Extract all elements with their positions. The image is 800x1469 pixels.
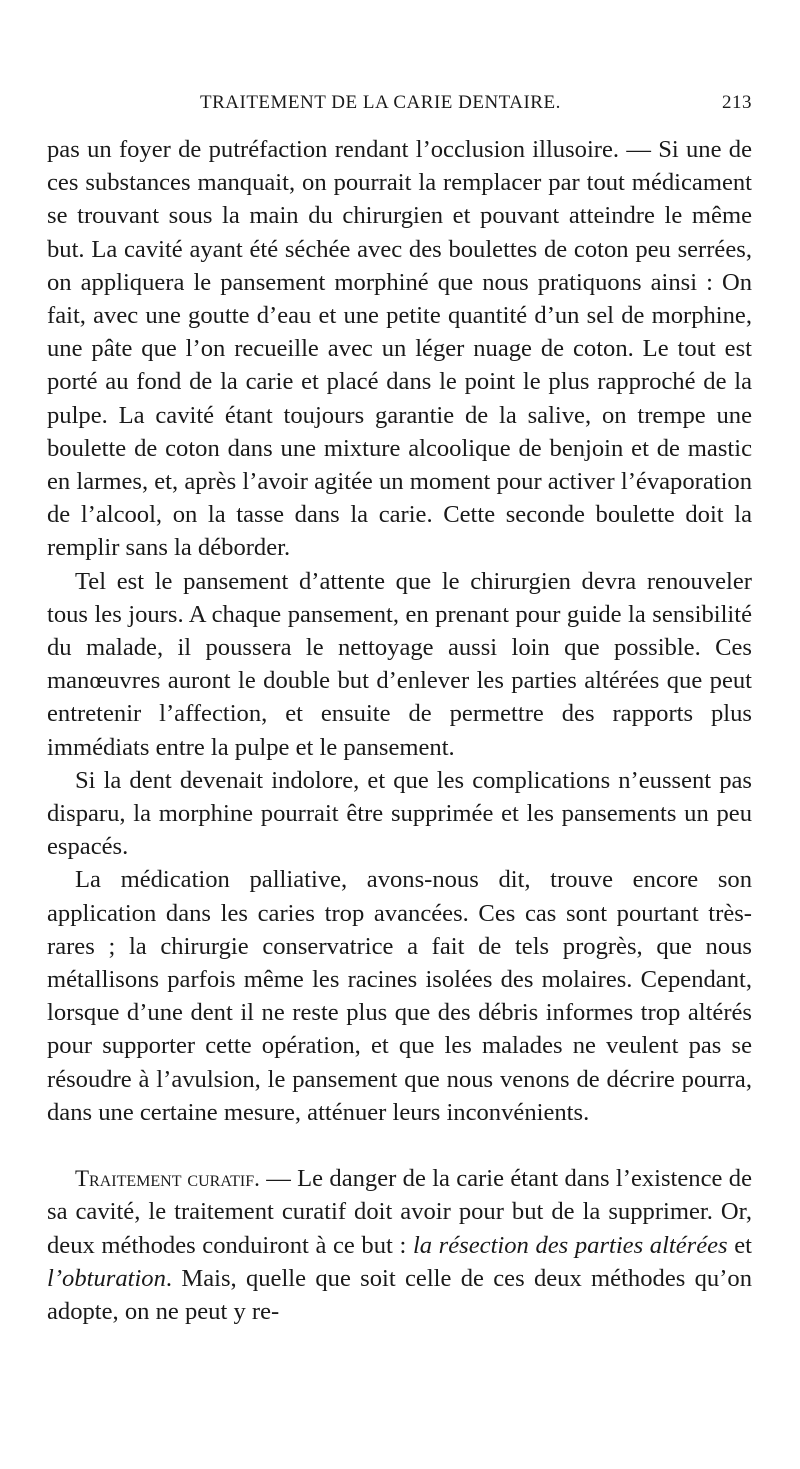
body-text <box>47 133 752 1328</box>
paragraph: Si la dent devenait indolore, et que les complications n’eussent pas disparu, la morphine pourrait être supprimée et les pansements un peu espacés. <box>47 766 752 861</box>
section-heading: Traitement curatif. <box>75 1166 260 1192</box>
section-text: . Mais, quelle que soit celle de ces deux méthodes qu’on adopte, on ne peut y re- <box>47 1264 752 1325</box>
running-title: TRAITEMENT DE LA CARIE DENTAIRE. <box>200 92 561 113</box>
section-text: — Le danger de la carie étant dans l’existence de sa cavité, le traitement curatif doit avoir pour but de la supprimer. Or, deux méthodes conduiront à ce but : <box>47 1165 752 1259</box>
paragraph: La médication palliative, avons-nous dit, trouve encore son application dans les caries trop avancées. Ces cas sont pourtant très-rares ; la chirurgie conservatrice a fait de tels progrès, que nous métallisons parfois même les racines isolées des molaires. Cependant, lorsque d’une dent il ne reste plus que des débris informes trop altérés pour supporter cette opération, et que les malades ne veulent pas se résoudre à l’avulsion, le pansement que nous venons de décrire pourra, dans une certaine mesure, atténuer leurs inconvénients. <box>47 866 752 1126</box>
paragraph: pas un foyer de putréfaction rendant l’occlusion illusoire. — Si une de ces substances manquait, on pourrait la remplacer par tout médicament se trouvant sous la main du chirurgien et pouvant atteindre le même but. La cavité ayant été séchée avec des boulettes de coton peu serrées, on appliquera le pansement morphiné que nous pratiquons ainsi : On fait, avec une goutte d’eau et une petite quantité d’un sel de morphine, une pâte que l’on recueille avec un léger nuage de coton. Le tout est porté au fond de la carie et placé dans le point le plus rapproché de la pulpe. La cavité étant toujours garantie de la salive, on trempe une boulette de coton dans une mixture alcoolique de benjoin et de mastic en larmes, et, après l’avoir agitée un moment pour activer l’évaporation de l’alcool, on la tasse dans la carie. Cette seconde boulette doit la remplir sans la déborder. <box>47 136 752 562</box>
paragraph: Tel est le pansement d’attente que le chirurgien devra renouveler tous les jours. A chaque pansement, en prenant pour guide la sensibilité du malade, il poussera le nettoyage aussi loin que possible. Ces manœuvres auront le double but d’enlever les parties altérées que peut entretenir l’affection, et ensuite de permettre des rapports plus immédiats entre la pulpe et le pansement. <box>47 567 752 761</box>
section-paragraph <box>47 1162 752 1328</box>
emphasized-text: l’obturation <box>47 1264 166 1292</box>
page-header <box>200 92 752 116</box>
section-text: et <box>727 1231 753 1259</box>
emphasized-text: la résection des parties altérées <box>412 1231 728 1259</box>
page-number: 213 <box>722 92 752 113</box>
